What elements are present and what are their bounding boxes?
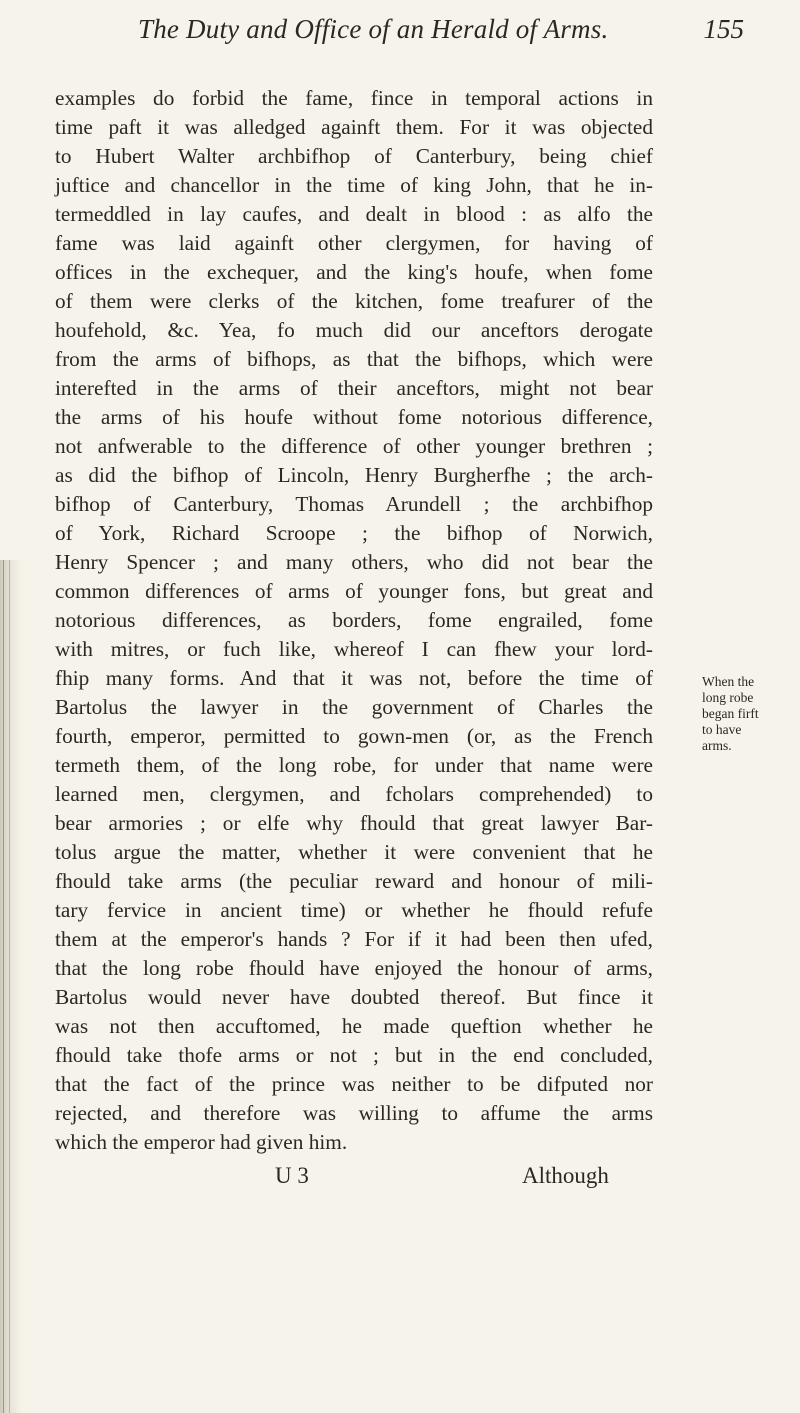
text-line: houfehold, &c. Yea, fo much did our anceftors derogate [55,318,653,342]
text-line: notorious differences, as borders, fome engrailed, fome [55,608,653,632]
text-line: was not then accuftomed, he made queftion whether he [55,1014,653,1038]
text-line: not anfwerable to the difference of other younger brethren ; [55,434,653,458]
text-line: tolus argue the matter, whether it were convenient that he [55,840,653,864]
page-binding-edge [0,560,22,1413]
text-line: termeth them, of the long robe, for under that name were [55,753,653,777]
text-line: bifhop of Canterbury, Thomas Arundell ; the archbifhop [55,492,653,516]
marginal-note-line: began firft [702,706,759,721]
running-head-title: The Duty and Office of an Herald of Arms. [138,14,609,44]
text-line: from the arms of bifhops, as that the bifhops, which were [55,347,653,371]
text-line: with mitres, or fuch like, whereof I can fhew your lord- [55,637,653,661]
marginal-note-line: long robe [702,690,754,705]
text-line: that the fact of the prince was neither to be difputed nor [55,1072,653,1096]
running-head [138,14,744,54]
marginal-note-line: arms. [702,738,732,753]
text-line: tary fervice in ancient time) or whether he fhould refufe [55,898,653,922]
body-text [55,84,653,1157]
text-line: Henry Spencer ; and many others, who did not bear the [55,550,653,574]
marginal-note-line: to have [702,722,742,737]
text-line: which the emperor had given him. [55,1130,348,1154]
text-line: fourth, emperor, permitted to gown-men (or, as the French [55,724,653,748]
text-line: of York, Richard Scroope ; the bifhop of Norwich, [55,521,653,545]
text-line: of them were clerks of the kitchen, fome treafurer of the [55,289,653,313]
page-number: 155 [703,14,744,44]
text-line: interefted in the arms of their anceftors, might not bear [55,376,653,400]
text-line: fame was laid againft other clergymen, for having of [55,231,653,255]
text-line: them at the emperor's hands ? For if it had been then ufed, [55,927,653,951]
text-line: common differences of arms of younger fons, but great and [55,579,653,603]
marginal-note [702,674,774,754]
text-line: learned men, clergymen, and fcholars comprehended) to [55,782,653,806]
text-line: fhip many forms. And that it was not, before the time of [55,666,653,690]
text-line: offices in the exchequer, and the king's houfe, when fome [55,260,653,284]
text-line: fhould take thofe arms or not ; but in the end concluded, [55,1043,653,1067]
catchword: Although [522,1163,609,1188]
text-line: the arms of his houfe without fome notorious difference, [55,405,653,429]
text-line: fhould take arms (the peculiar reward and honour of mili- [55,869,653,893]
text-line: Bartolus would never have doubted thereof. But fince it [55,985,653,1009]
text-line: to Hubert Walter archbifhop of Canterbury, being chief [55,144,653,168]
text-line: time paft it was alledged againft them. For it was objected [55,115,653,139]
page-footer [0,1163,800,1203]
text-line: bear armories ; or elfe why fhould that great lawyer Bar- [55,811,653,835]
text-line: termeddled in lay caufes, and dealt in blood : as alfo the [55,202,653,226]
signature-mark: U 3 [275,1163,309,1188]
text-line: that the long robe fhould have enjoyed the honour of arms, [55,956,653,980]
marginal-note-line: When the [702,674,755,689]
text-line: Bartolus the lawyer in the government of Charles the [55,695,653,719]
text-line: as did the bifhop of Lincoln, Henry Burgherfhe ; the arch- [55,463,653,487]
text-line: examples do forbid the fame, fince in temporal actions in [55,86,653,110]
text-line: rejected, and therefore was willing to affume the arms [55,1101,653,1125]
text-line: juftice and chancellor in the time of king John, that he in- [55,173,653,197]
